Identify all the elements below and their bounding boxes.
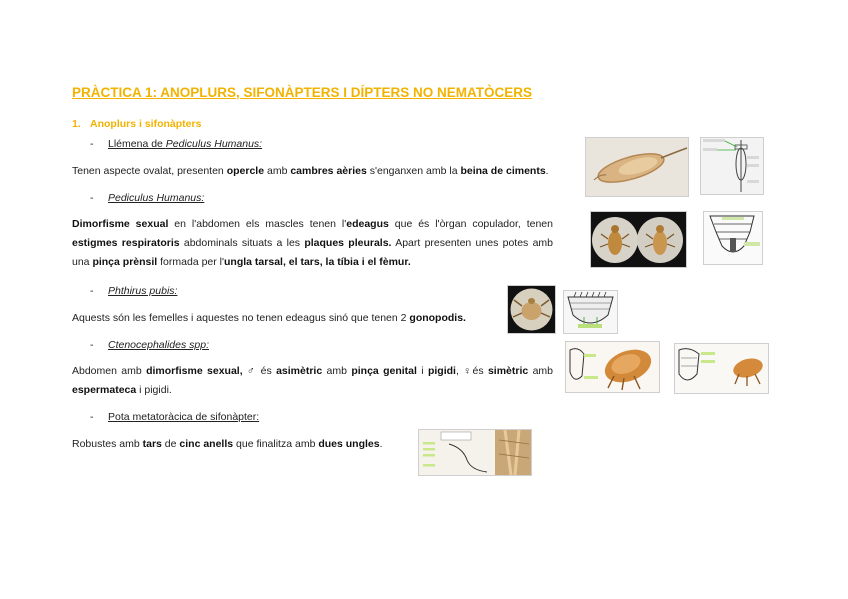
- label-part: Llémena de: [108, 138, 166, 150]
- phthirus-micrograph-image: [507, 285, 556, 334]
- label-species: Phthirus pubis:: [108, 285, 178, 297]
- text-run: i: [416, 365, 428, 377]
- label-species: Ctenocephalides spp:: [108, 339, 209, 351]
- list-dash: -: [90, 339, 94, 351]
- subheading-phthirus: [90, 285, 177, 297]
- list-dash: -: [90, 285, 94, 297]
- bold-term: gonopodis.: [409, 312, 466, 324]
- subheading-label: [108, 285, 177, 297]
- bold-term: cambres aèries: [290, 165, 367, 177]
- page-title: PRÀCTICA 1: ANOPLURS, SIFONÀPTERS I DÍPTERS NO NEMATÒCERS: [72, 85, 533, 100]
- text-run: de: [161, 438, 180, 450]
- section-heading: [72, 118, 201, 130]
- text-run: Tenen aspecte ovalat, presenten: [72, 165, 227, 177]
- text-run: Robustes amb: [72, 438, 143, 450]
- text-run: i pigidi.: [136, 384, 172, 396]
- text-run: Aquests són les femelles i aquestes no tenen edeagus sinó que tenen 2: [72, 312, 410, 324]
- flea-male-image: [565, 341, 660, 393]
- bold-term: pigidi: [427, 365, 456, 377]
- text-run: .: [379, 438, 383, 450]
- text-run: .: [545, 165, 549, 177]
- list-dash: -: [90, 411, 94, 423]
- list-dash: -: [90, 192, 94, 204]
- bold-term: opercle: [226, 165, 265, 177]
- text-run: amb: [322, 365, 352, 377]
- paragraph-phthirus: [72, 309, 466, 328]
- text-run: Apart presenten unes potes amb una: [72, 237, 554, 268]
- phthirus-diagram-image: [563, 290, 618, 334]
- bold-term: pinça prènsil: [92, 256, 158, 268]
- text-run: en l'abdomen els mascles tenen l': [168, 218, 347, 230]
- male-abdomen-diagram-image: [703, 211, 763, 265]
- section-title: Anoplurs i sifonàpters: [90, 118, 202, 130]
- subheading-label: Pota metatoràcica de sifonàpter:: [108, 411, 260, 423]
- bold-term: espermateca: [72, 384, 137, 396]
- text-run: que finalitza amb: [233, 438, 319, 450]
- text-run: que és l'òrgan copulador, tenen: [388, 218, 553, 230]
- bold-term: Dimorfisme sexual: [72, 218, 169, 230]
- list-dash: -: [90, 138, 94, 150]
- subheading-label: [108, 339, 209, 351]
- bold-term: estigmes respiratoris: [72, 237, 180, 249]
- subheading-nit: [90, 138, 262, 150]
- text-run: abdominals situats a les: [179, 237, 305, 249]
- bold-term: ungla tarsal, el tars, la tíbia i el fèmur.: [224, 256, 411, 268]
- text-run: ♂ és: [242, 365, 277, 377]
- text-run: , ♀és: [455, 365, 488, 377]
- pediculus-micrographs-image: [590, 211, 687, 268]
- subheading-leg: [90, 411, 259, 423]
- flea-leg-image: [418, 429, 532, 476]
- label-species: Pediculus Humanus:: [108, 192, 205, 204]
- paragraph-leg: [72, 435, 383, 454]
- bold-term: plaques pleurals.: [304, 237, 392, 249]
- bold-term: pinça genital: [351, 365, 417, 377]
- nit-diagram-image: [700, 137, 764, 195]
- subheading-label: [108, 138, 262, 150]
- text-run: amb: [264, 165, 291, 177]
- paragraph-nit: [72, 162, 549, 181]
- bold-term: asimètric: [276, 365, 323, 377]
- nit-micrograph-image: [585, 137, 689, 197]
- bold-term: beina de ciments: [460, 165, 546, 177]
- paragraph-pediculus: [72, 215, 553, 272]
- section-number: 1.: [72, 118, 81, 130]
- bold-term: simètric: [487, 365, 529, 377]
- text-run: Abdomen amb: [72, 365, 147, 377]
- subheading-pediculus: [90, 192, 204, 204]
- text-run: amb: [528, 365, 554, 377]
- bold-term: tars: [142, 438, 162, 450]
- flea-female-image: [674, 343, 769, 394]
- bold-term: cinc anells: [179, 438, 234, 450]
- text-run: s'enganxen amb la: [366, 165, 461, 177]
- subheading-label: [108, 192, 204, 204]
- text-run: formada per l': [157, 256, 225, 268]
- bold-term: dimorfisme sexual,: [146, 365, 243, 377]
- bold-term: edeagus: [346, 218, 389, 230]
- subheading-ctenocephalides: [90, 339, 209, 351]
- bold-term: dues ungles: [318, 438, 380, 450]
- paragraph-ctenocephalides: [72, 362, 553, 400]
- label-species: Pediculus Humanus:: [165, 138, 263, 150]
